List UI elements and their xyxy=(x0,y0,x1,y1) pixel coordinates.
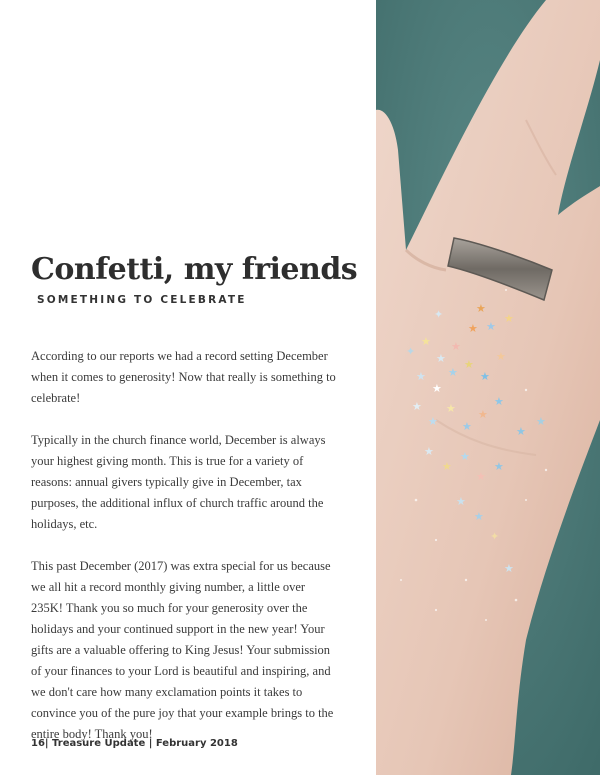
article-title: Confetti, my friends xyxy=(31,252,358,287)
svg-text:★: ★ xyxy=(451,340,461,353)
svg-text:★: ★ xyxy=(494,395,504,408)
svg-text:★: ★ xyxy=(486,320,496,333)
svg-text:✦: ✦ xyxy=(490,530,500,543)
svg-text:★: ★ xyxy=(474,510,484,523)
svg-text:★: ★ xyxy=(460,450,470,463)
svg-text:★: ★ xyxy=(480,370,490,383)
svg-text:★: ★ xyxy=(421,335,431,348)
article-subtitle: SOMETHING TO CELEBRATE xyxy=(37,294,247,306)
page-footer: 16| Treasure Update | February 2018 xyxy=(31,738,238,749)
svg-text:★: ★ xyxy=(462,420,472,433)
svg-text:★: ★ xyxy=(494,460,504,473)
svg-text:★: ★ xyxy=(476,470,486,483)
svg-text:★: ★ xyxy=(476,302,486,315)
svg-text:★: ★ xyxy=(416,370,426,383)
svg-text:★: ★ xyxy=(496,350,506,363)
svg-text:★: ★ xyxy=(424,445,434,458)
svg-text:★: ★ xyxy=(448,366,458,379)
article-paragraph: According to our reports we had a record setting December when it comes to generosity! Now that really is something to celebrate! xyxy=(31,349,336,405)
svg-text:★: ★ xyxy=(468,322,478,335)
svg-text:★: ★ xyxy=(446,402,456,415)
svg-text:★: ★ xyxy=(456,495,466,508)
svg-text:★: ★ xyxy=(432,382,442,395)
article-body xyxy=(31,346,337,766)
article-paragraph: Typically in the church finance world, December is always your highest giving month. This is true for a variety of reasons: annual givers typically give in December, tax purposes, the additional influx of church traffic around the holidays, etc. xyxy=(31,433,326,531)
svg-text:★: ★ xyxy=(436,352,446,365)
svg-text:★: ★ xyxy=(412,400,422,413)
article-paragraph: This past December (2017) was extra special for us because we all hit a record monthly giving number, a little over 235K! Thank you so much for your generosity over the holidays and your continued support in the new year! Your gifts are a valuable offering to King Jesus! Your submission of your finances to your Lord is beautiful and inspiring, and we don't care how many exclamation points it takes to convince you of the pure joy that your example brings to the entire body! Thank you! xyxy=(31,559,334,741)
svg-text:★: ★ xyxy=(478,408,488,421)
svg-text:★: ★ xyxy=(516,425,526,438)
svg-text:★: ★ xyxy=(442,460,452,473)
svg-text:★: ★ xyxy=(464,358,474,371)
svg-text:★: ★ xyxy=(428,415,438,428)
svg-text:★: ★ xyxy=(536,415,546,428)
svg-text:✦: ✦ xyxy=(434,308,444,321)
hand-with-star-confetti-photo xyxy=(376,0,600,775)
svg-text:★: ★ xyxy=(504,562,514,575)
svg-text:✦: ✦ xyxy=(406,345,416,358)
svg-text:★: ★ xyxy=(504,312,514,325)
